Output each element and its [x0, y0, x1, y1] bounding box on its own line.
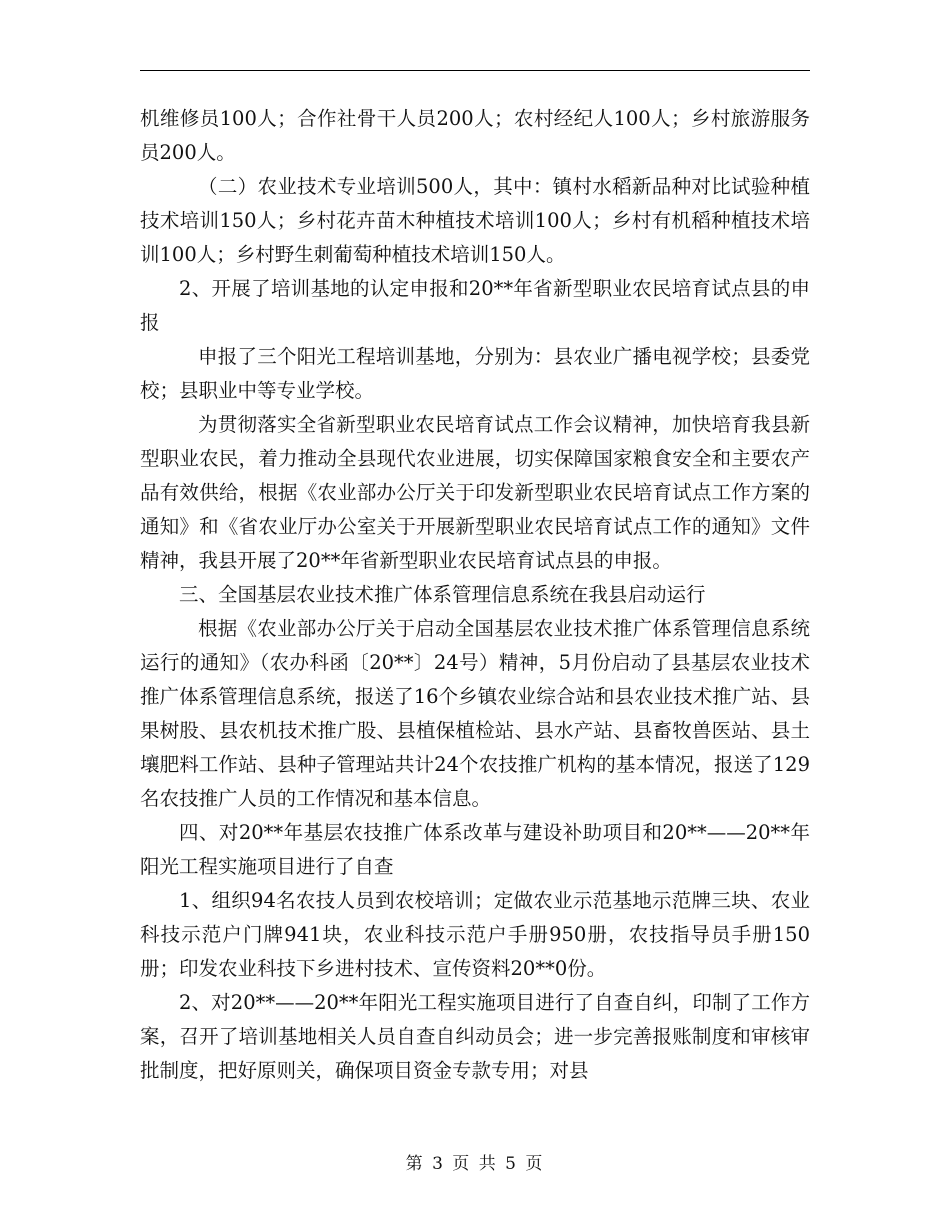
paragraph-heading-section-3: 三、全国基层农业技术推广体系管理信息系统在我县启动运行	[179, 583, 706, 606]
paragraph-heading-training-base: 2、开展了培训基地的认定申报和20**年省新型职业农民培育试点县的申报	[140, 277, 810, 334]
document-body	[140, 102, 810, 1088]
page-footer: 第 3 页 共 5 页	[405, 1154, 545, 1174]
paragraph-continuation: 机维修员100人；合作社骨干人员200人；农村经纪人100人；乡村旅游服务员200人。	[140, 107, 810, 164]
paragraph-training-bases: 申报了三个阳光工程培训基地，分别为：县农业广播电视学校；县委党校；县职业中等专业学校。	[140, 345, 810, 402]
paragraph-info-system: 根据《农业部办公厅关于启动全国基层农业技术推广体系管理信息系统运行的通知》（农办科函〔20**〕24号）精神，5月份启动了县基层农业技术推广体系管理信息系统，报送了16个乡镇农业综合站和县农业技术推广站、县果树股、县农机技术推广股、县植保植检站、县水产站、县畜牧兽医站、县土壤肥料工作站、县种子管理站共计24个农技推广机构的基本情况，报送了129名农技推广人员的工作情况和基本信息。	[140, 617, 810, 810]
paragraph-heading-section-4: 四、对20**年基层农技推广体系改革与建设补助项目和20**——20**年阳光工程实施项目进行了自查	[140, 821, 810, 878]
paragraph-item-1: 1、组织94名农技人员到农校培训；定做农业示范基地示范牌三块、农业科技示范户门牌941块，农业科技示范户手册950册，农技指导员手册150册；印发农业科技下乡进村技术、宣传资料20**0份。	[140, 889, 810, 980]
header-rule	[140, 70, 810, 71]
paragraph-item-2: 2、对20**——20**年阳光工程实施项目进行了自查自纠，印制了工作方案，召开了培训基地相关人员自查自纠动员会；进一步完善报账制度和审核审批制度，把好原则关，确保项目资金专款专用；对县	[140, 991, 810, 1082]
paragraph-agri-tech-training: （二）农业技术专业培训500人，其中：镇村水稻新品种对比试验种植技术培训150人；乡村花卉苗木种植技术培训100人；乡村有机稻种植技术培训100人；乡村野生刺葡萄种植技术培训150人。	[140, 175, 810, 266]
paragraph-pilot-county: 为贯彻落实全省新型职业农民培育试点工作会议精神，加快培育我县新型职业农民，着力推动全县现代农业进展，切实保障国家粮食安全和主要农产品有效供给，根据《农业部办公厅关于印发新型职业农民培育试点工作方案的通知》和《省农业厅办公室关于开展新型职业农民培育试点工作的通知》文件精神，我县开展了20**年省新型职业农民培育试点县的申报。	[140, 413, 810, 572]
